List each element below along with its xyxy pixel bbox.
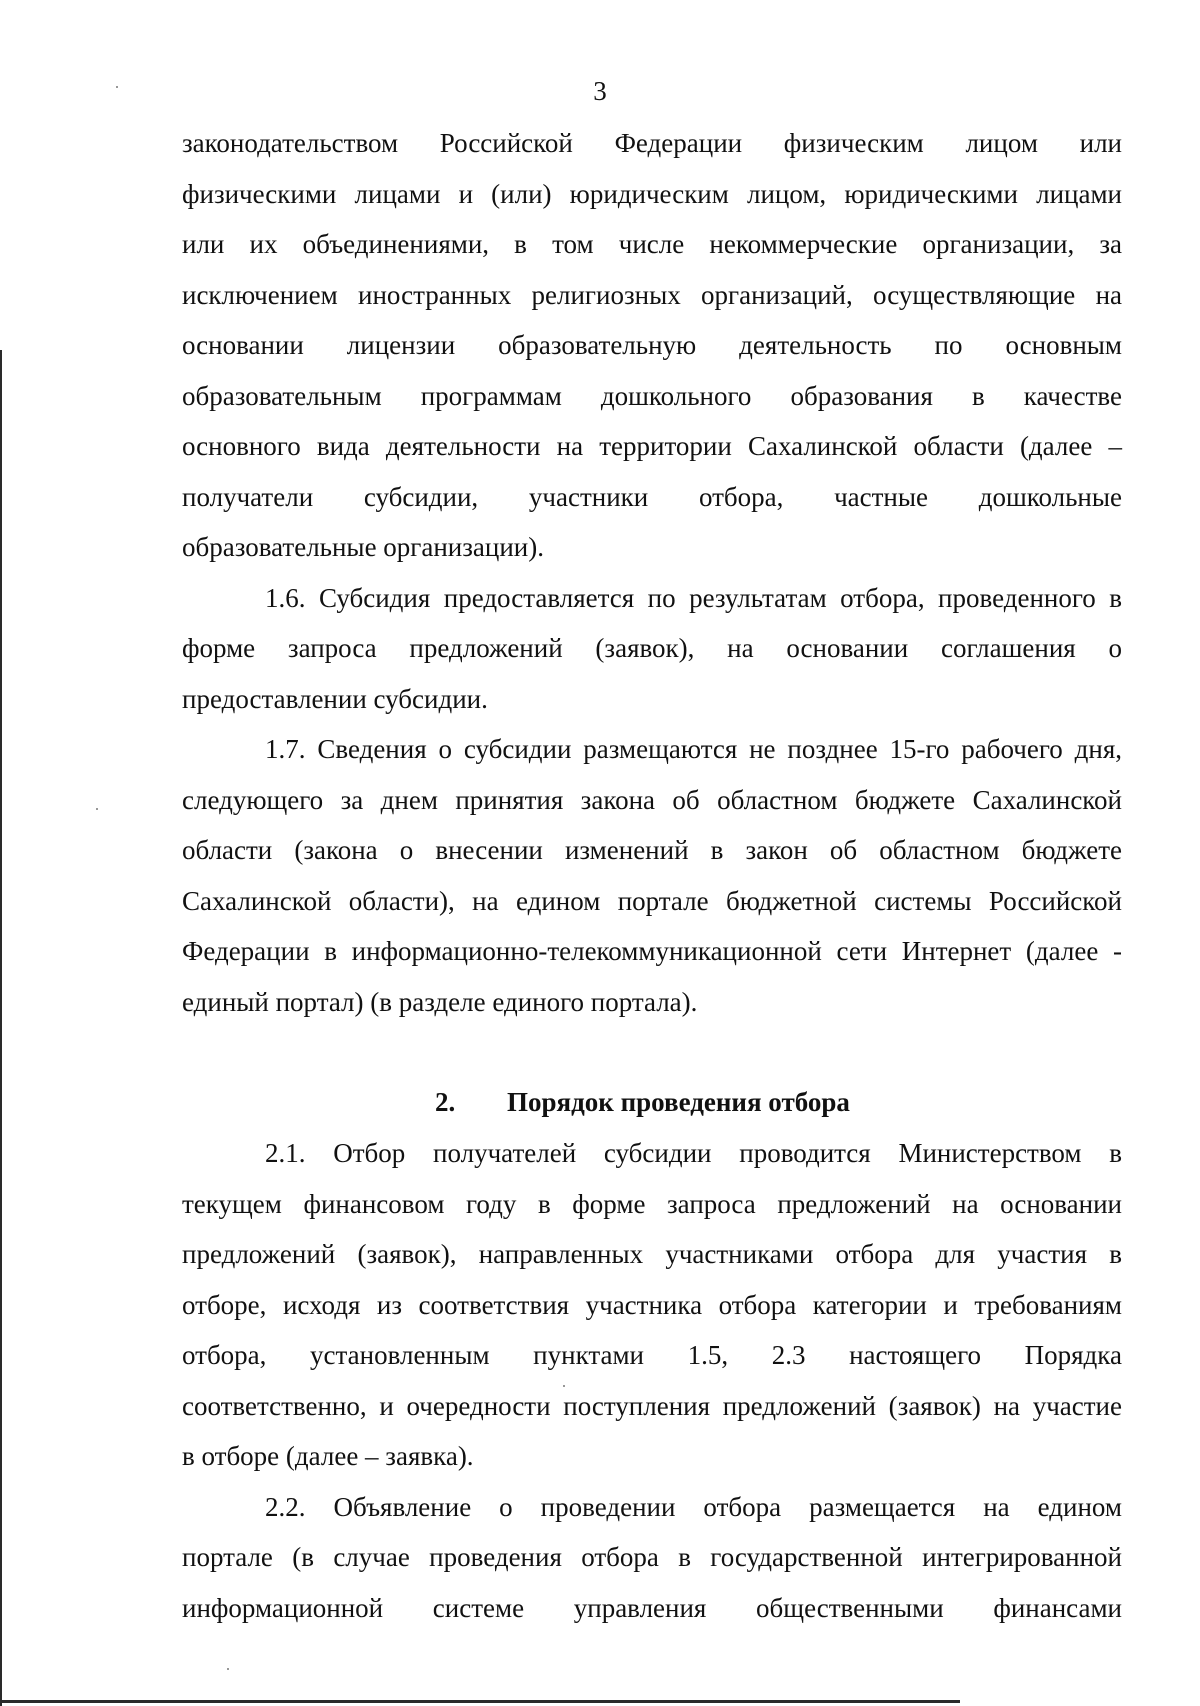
text-line: единый портал) (в разделе единого портала).: [182, 986, 698, 1017]
text-line: физическими лицами и (или) юридическим лицом, юридическими лицами: [182, 178, 1122, 209]
text-line: информационной системе управления общественными финансами: [182, 1592, 1122, 1623]
text-line: отборе, исходя из соответствия участника отбора категории и требованиям: [182, 1289, 1122, 1320]
text-line: портале (в случае проведения отбора в государственной интегрированной: [182, 1542, 1122, 1572]
text-line: области (закона о внесении изменений в закон об областном бюджете: [182, 835, 1122, 865]
text-line: образовательным программам дошкольного образования в качестве: [182, 380, 1122, 411]
text-line: предложений (заявок), направленных участниками отбора для участия в: [182, 1239, 1122, 1269]
paragraph-2-1: [182, 1128, 1122, 1482]
paragraph-2-2: [182, 1482, 1122, 1634]
text-line: или их объединениями, в том числе некоммерческие организации, за: [182, 229, 1122, 259]
text-line: Сахалинской области), на едином портале бюджетной системы Российской: [182, 885, 1122, 916]
text-line: 2.1. Отбор получателей субсидии проводится Министерством в: [265, 1138, 1122, 1168]
section-number: 2.: [435, 1087, 456, 1117]
text-line: 1.7. Сведения о субсидии размещаются не позднее 15-го рабочего дня,: [265, 734, 1122, 764]
text-line: основании лицензии образовательную деятельность по основным: [182, 330, 1122, 360]
text-line: 2.2. Объявление о проведении отбора размещается на едином: [265, 1491, 1122, 1522]
text-line: получатели субсидии, участники отбора, частные дошкольные: [182, 481, 1122, 512]
scan-edge-bottom: [0, 1700, 960, 1703]
text-line: следующего за днем принятия закона об областном бюджете Сахалинской: [182, 784, 1122, 815]
scan-speck: [96, 808, 98, 810]
text-line: законодательством Российской Федерации физическим лицом или: [182, 128, 1122, 158]
text-line: форме запроса предложений (заявок), на основании соглашения о: [182, 633, 1122, 663]
paragraph-continuation: [182, 118, 1122, 573]
text-line: в отборе (далее – заявка).: [182, 1441, 474, 1471]
text-line: 1.6. Субсидия предоставляется по результатам отбора, проведенного в: [265, 582, 1122, 613]
text-line: отбора, установленным пунктами 1.5, 2.3 настоящего Порядка: [182, 1340, 1122, 1370]
page-number: 3: [593, 76, 607, 106]
page-body: [182, 118, 1122, 1633]
section-heading: [182, 1027, 1122, 1128]
paragraph-1-6: [182, 573, 1122, 725]
section-title: Порядок проведения отбора: [507, 1087, 850, 1117]
text-line: основного вида деятельности на территории Сахалинской области (далее –: [182, 431, 1122, 461]
text-line: соответственно, и очередности поступления предложений (заявок) на участие: [182, 1390, 1122, 1421]
text-line: образовательные организации).: [182, 532, 544, 562]
text-line: исключением иностранных религиозных организаций, осуществляющие на: [182, 279, 1122, 310]
text-line: текущем финансовом году в форме запроса предложений на основании: [182, 1188, 1122, 1219]
text-line: предоставлении субсидии.: [182, 683, 488, 714]
text-line: Федерации в информационно-телекоммуникационной сети Интернет (далее -: [182, 936, 1122, 966]
scan-edge-left: [0, 350, 2, 1706]
paragraph-1-7: [182, 724, 1122, 1027]
scan-speck: [227, 1668, 229, 1670]
